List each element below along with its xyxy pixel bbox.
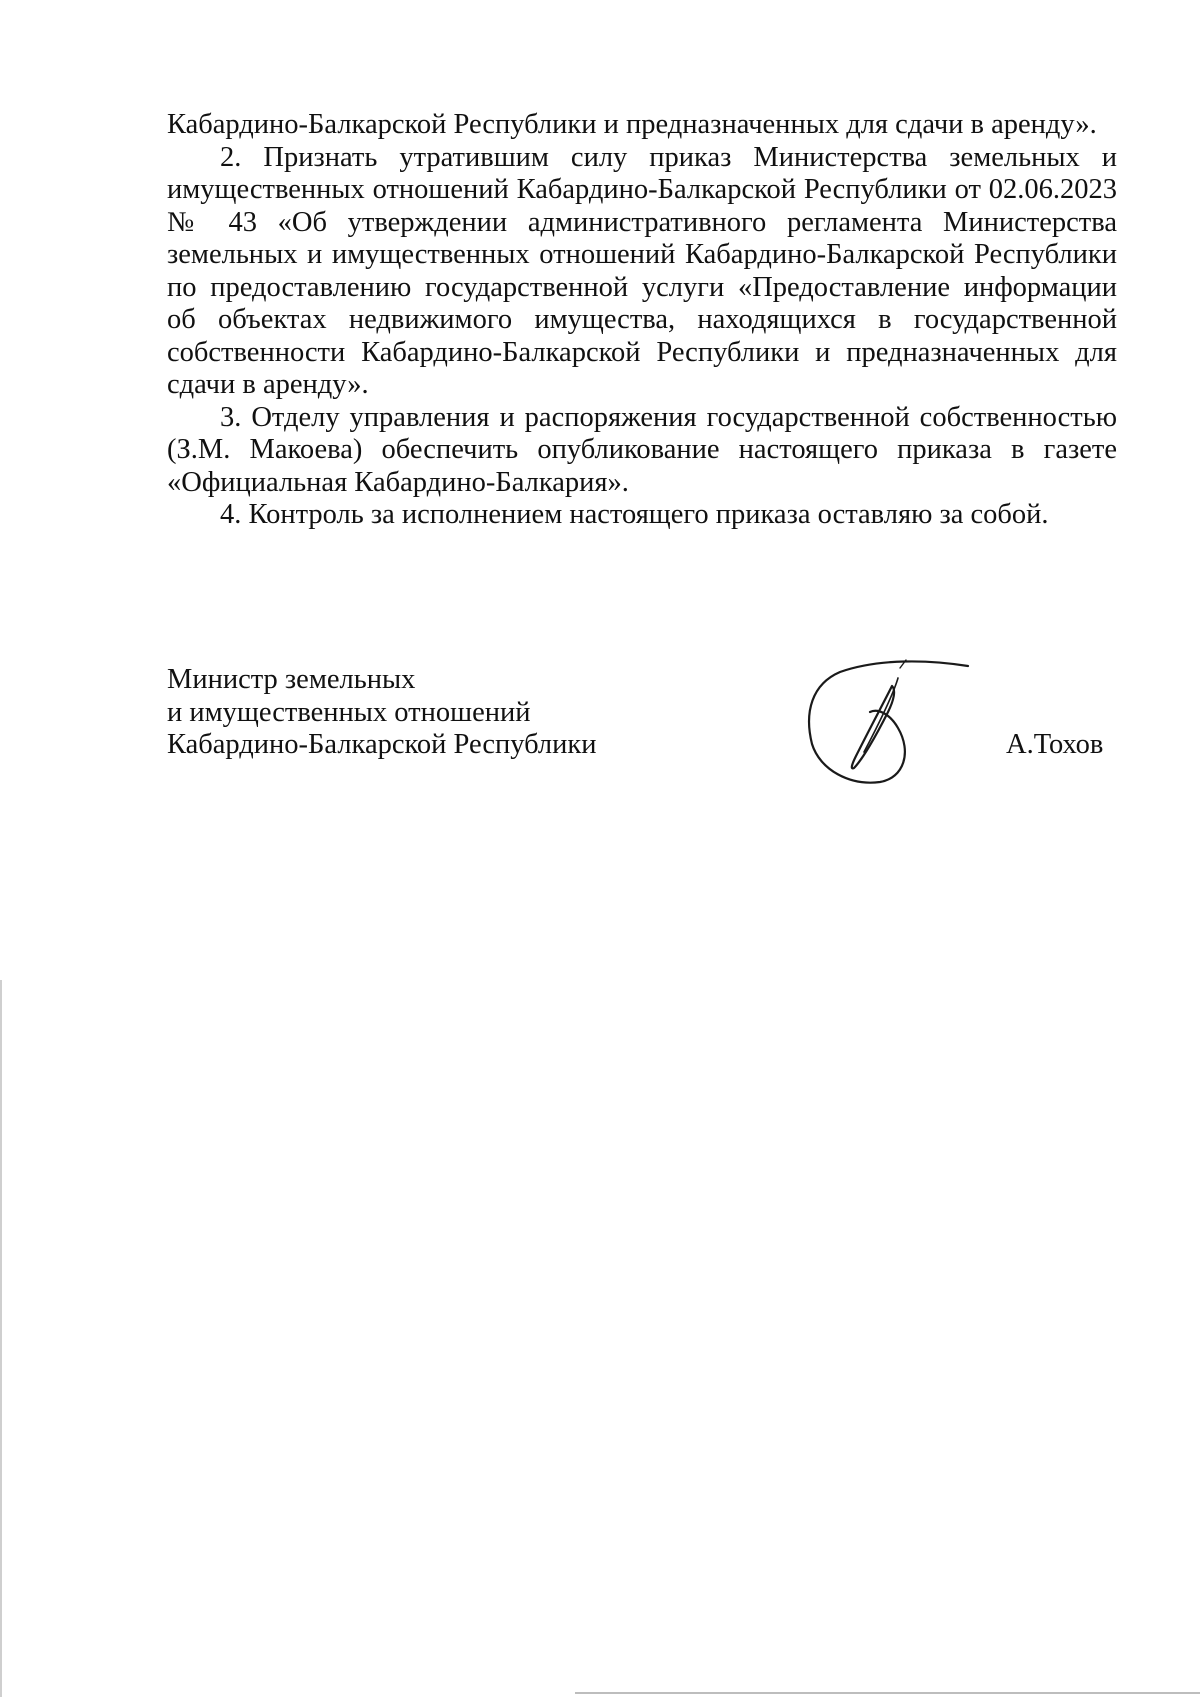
scan-edge-bottom — [575, 1692, 1200, 1694]
position-line-2: и имущественных отношений — [167, 696, 531, 728]
handwritten-signature — [800, 652, 980, 792]
paragraph-continuation: Кабардино-Балкарской Республики и предназначенных для сдачи в аренду». — [167, 109, 1097, 140]
signatory-position — [167, 664, 597, 762]
position-line-3: Кабардино-Балкарской Республики — [167, 729, 597, 760]
paragraph-4: 4. Контроль за исполнением настоящего приказа оставляю за собой. — [220, 499, 1049, 530]
position-line-1: Министр земельных — [167, 664, 416, 695]
signatory-name: А.Тохов — [1006, 729, 1104, 760]
paragraph-2: 2. Признать утратившим силу приказ Министерства земельных и имущественных отношений Кабардино-Балкарской Республики от 02.06.2023 № 43 «Об утверждении административного регламента Министерства земельных и имущественных отношений Кабардино-Балкарской Республики по предоставлению государственной услуги «Предоставление информации об объектах недвижимого имущества, находящихся в государственной собственности Кабардино-Балкарской Республики и предназначенных для сдачи в аренду». — [167, 141, 1117, 400]
document-body — [167, 109, 1117, 532]
scan-edge-left — [0, 980, 2, 1697]
paragraph-3: 3. Отделу управления и распоряжения государственной собственностью (З.М. Макоева) обеспечить опубликование настоящего приказа в газете «Официальная Кабардино-Балкария». — [167, 401, 1117, 498]
